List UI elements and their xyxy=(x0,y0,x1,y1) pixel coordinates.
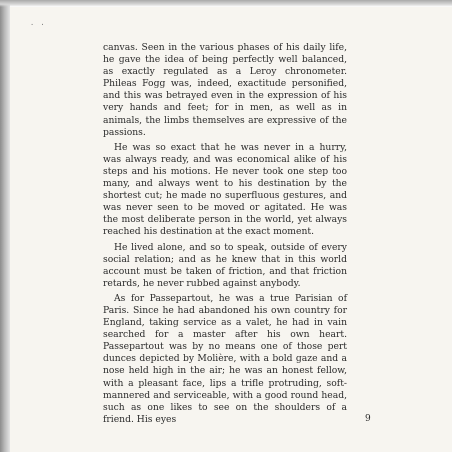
scan-top-shadow xyxy=(0,0,452,7)
page-number: 9 xyxy=(365,414,371,424)
body-text xyxy=(103,42,347,426)
paragraph: As for Passepartout, he was a true Parisian of Paris. Since he had abandoned his own country for England, taking service as a valet, he had in vain searched for a master after his own heart. Passepartout was by no means one of those pert dunces depicted by Molière, with a bold gaze and a nose held high in the air; he was an honest fellow, with a pleasant face, lips a trifle protruding, soft-mannered and serviceable, with a good round head, such as one likes to see on the shoulders of a friend. His eyes xyxy=(103,292,347,425)
scan-speck: · · xyxy=(30,21,46,29)
scan-edge-shadow xyxy=(0,0,10,452)
paragraph: He was so exact that he was never in a hurry, was always ready, and was economical alike of his steps and his motions. He never took one step too many, and always went to his destination by the shortest cut; he made no superfluous gestures, and was never seen to be moved or agitated. He was the most deliberate person in the world, yet always reached his destination at the exact moment. xyxy=(103,141,347,238)
paragraph: He lived alone, and so to speak, outside of every social relation; and as he knew that in this world account must be taken of friction, and that friction retards, he never rubbed against anybody. xyxy=(103,241,347,289)
paragraph-continuation: canvas. Seen in the various phases of his daily life, he gave the idea of being perfectly well balanced, as exactly regulated as a Leroy chronometer. Phileas Fogg was, indeed, exactitude personified, and this was betrayed even in the expression of his very hands and feet; for in men, as well as in animals, the limbs themselves are expressive of the passions. xyxy=(103,42,347,138)
